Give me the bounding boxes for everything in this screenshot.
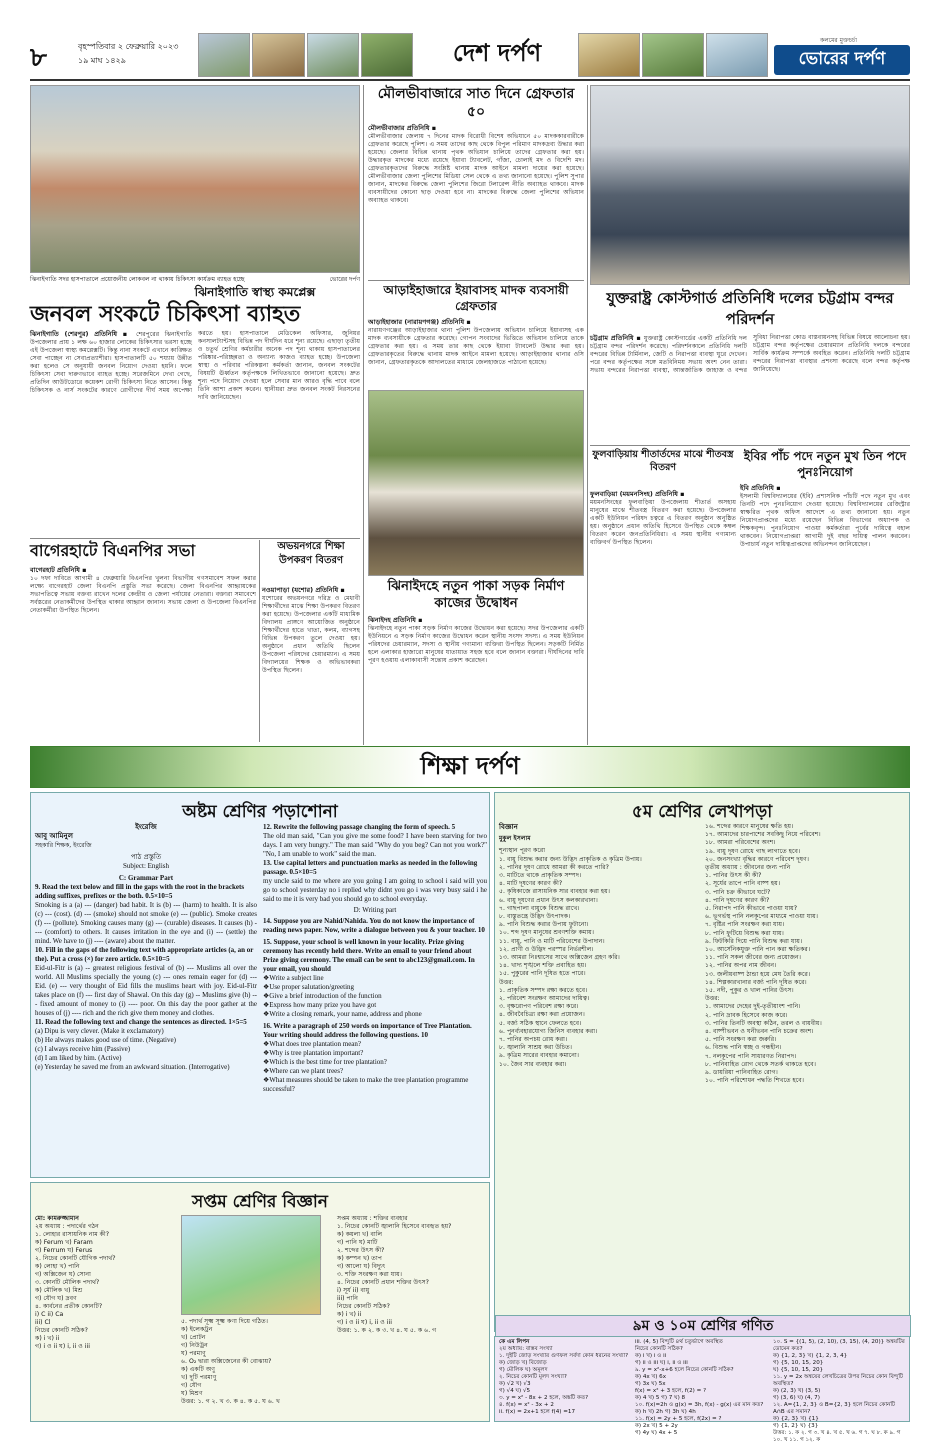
header-photo-strip-right [578,33,768,77]
body: মৌলভীবাজার জেলায় ৭ দিনের মাদক বিরোধী বিশেষ অভিযানে ৫০ মাদককারবারীকে গ্রেফতার করেছে পুলিশ। এ সময় তাদের কাছ থেকে বিপুল পরিমাণ মাদকদ্রব্য উদ্ধার করা হয়েছে। জেলার বিভিন্ন থানায় পৃথক অভিযান চালিয়ে তাদের গ্রেফতার করা হয়। উদ্ধারকৃত মাদকের মধ্যে রয়েছে ইয়াবা ট্যাবলেট, গাঁজা, চোলাই মদ ও বিদেশি মদ। গ্রেফতারকৃতদের বিরুদ্ধে সংশ্লিষ্ট থানায় মাদক আইনে মামলা দায়ের করা হয়েছে। মৌলভীবাজার জেলা পুলিশের মিডিয়া সেল থেকে এ তথ্য জানানো হয়েছে। পুলিশ সুপার জানান, মাদকের বিরুদ্ধে জেলা পুলিশের জিরো টলারেন্স নীতি অব্যাহত থাকবে। মাদক ব্যবসায়ীদের কোনো ছাড় দেওয়া হবে না। মাদকের বিরুদ্ধে জেলা পুলিশের অভিযান অব্যাহত থাকবে। [368,133,584,204]
q13-text: my uncle said to me where are you going I am going to school i said will you go to school yesterday no i replied why didnt you go i was very busy said i he said to me it is very bad you should go to school everyday. [263,877,487,903]
q12: 12. Rewrite the following passage changing the form of speech. 5 [263,823,456,831]
body: নারায়ণগঞ্জের আড়াইহাজার থানা পুলিশ উপজেলায় অভিযান চালিয়ে ইয়াবাসহ এক মাদক ব্যবসায়ীকে গ্রেফতার করেছে। গোপন সংবাদের ভিত্তিতে অভিযান চালিয়ে তাকে গ্রেফতার করা হয়। এ সময় তার কাছ থেকে ইয়াবা ট্যাবলেট উদ্ধার করা হয়। গ্রেফতারকৃতের বিরুদ্ধে থানায় মাদক আইনে মামলা হয়েছে। আড়াইহাজার থানার ওসি জানান, গ্রেফতারকৃতকে আদালতের মাধ্যমে জেলহাজতে পাঠানো হয়েছে। [368,327,584,366]
class7-section [30,1182,490,1422]
class8-subject: ইংরেজি [135,823,157,831]
headline-moulvibazar: মৌলভীবাজারে সাত দিনে গ্রেফতার ৫০ [377,86,575,120]
byline: ইবি প্রতিনিধি ▪ [740,484,781,492]
story-ivf [740,484,910,742]
story-moulvibazar [368,124,584,276]
body: যুক্তরাষ্ট্র কোস্টগার্ডের একটি প্রতিনিধি দল চট্টগ্রাম বন্দর পরিদর্শন করেছে। পরিদর্শনকালে প্রতিনিধি দলটি বন্দরের বিভিন্ন টার্মিনাল, জেটি ও নিরাপত্তা ব্যবস্থা ঘুরে দেখেন। পরে বন্দর কর্তৃপক্ষের সঙ্গে মতবিনিময় সভায় অংশ নেন তারা। সভায় বন্দরের নিরাপত্তা ব্যবস্থা, আন্তর্জাতিক জাহাজ ও বন্দর সুবিধা নিরাপত্তা কোড বাস্তবায়নসহ বিভিন্ন বিষয়ে আলোচনা হয়। চট্টগ্রাম বন্দর কর্তৃপক্ষের চেয়ারম্যান প্রতিনিধি দলকে বন্দরের সার্বিক কার্যক্রম সম্পর্কে অবহিত করেন। প্রতিনিধি দলটি চট্টগ্রাম বন্দরের নিরাপত্তা ব্যবস্থার প্রশংসা করেছে বলে বন্দর কর্তৃপক্ষ জানিয়েছে। [590,334,910,374]
story-uscg [590,334,910,442]
story-bagerhat [30,566,256,742]
class8-title: অষ্টম শ্রেণির পড়াশোনা [182,802,338,822]
date-line-2: ১৯ মাঘ ১৪২৯ [78,56,126,65]
class7-col2: ৫. পদার্থ সূক্ষ্ম সূক্ষ্ম কণা দিয়ে গঠিত। ক) ইলেকট্রন খ) প্রোটন গ) নিউট্রন ঘ) পরমাণু ৬. O₂ দ্বারা অক্সিজেনের কী বোঝায়? ক) একটি অণু খ) দুটি পরমাণু গ) যৌগ ঘ) মিশ্রণ উত্তর: ১. গ ২. খ ৩. ক ৪. ক ৫. ঘ ৬. খ [181,1318,280,1405]
byline: ঝিনাইদহ প্রতিনিধি ▪ [368,616,423,624]
class8-section [30,792,490,1178]
q13: 13. Use capital letters and punctuation marks as needed in the following passage. 0.5×10=5 [263,859,478,876]
body: ঝিনাইদহে নতুন পাকা সড়ক নির্মাণ কাজের উদ্বোধন করা হয়েছে। সদর উপজেলার একটি ইউনিয়নে এ সড়ক নির্মাণ কাজের উদ্বোধন করেন স্থানীয় সংসদ সদস্য। এ সময় ইউনিয়ন পরিষদের চেয়ারম্যান, সদস্য ও স্থানীয় গণ্যমান্য ব্যক্তিরা উপস্থিত ছিলেন। সড়কটি নির্মিত হলে এলাকার হাজারো মানুষের যাতায়াত সহজ হবে বলে জানান বক্তারা। দীর্ঘদিনের দাবি পূরণ হওয়ায় এলাকাবাসী সন্তোষ প্রকাশ করেছেন। [368,625,584,664]
headline-bagerhat: বাগেরহাটে বিএনপির সভা [30,541,196,560]
class7-col1: ২য় অধ্যায় : পদার্থের গঠন ১. লোহার রাসায়নিক নাম কী? ক) Ferum খ) Faram গ) Ferrum ঘ) Ferus ২. নিচের কোনটি যৌগিক পদার্থ? ক) লোহা খ) পানি গ) অক্সিজেন ঘ) সোনা ৩. কোনটি মৌলিক পদার্থ? ক) মৌলিক খ) মিশ্র গ) যৌগ ঘ) দ্রবণ ৪. কার্বনের প্রতীক কোনটি? i) C ii) Ca iii) Cl নিচের কোনটি সঠিক? ক) i খ) ii গ) i ও ii ঘ) i, ii ও iii [35,1223,116,1350]
body: ময়মনসিংহের ফুলবাড়িয়া উপজেলায় শীতার্ত অসহায় মানুষের মাঝে শীতবস্ত্র বিতরণ করা হয়েছে। উপজেলার একটি ইউনিয়ন পরিষদ চত্বরে এ বিতরণ অনুষ্ঠান অনুষ্ঠিত হয়। অনুষ্ঠানে প্রধান অতিথি হিসেবে উপস্থিত থেকে কম্বল বিতরণ করেন জনপ্রতিনিধিরা। এ সময় স্থানীয় গণ্যমান্য ব্যক্তিবর্গ উপস্থিত ছিলেন। [590,499,736,546]
section-name: দেশ দর্পণ [452,38,542,67]
story-road [368,616,584,742]
story-education-aid [262,586,360,742]
story-jhenaigati [30,330,360,535]
q16-items: ❖What does tree plantation mean? ❖Why is tree plantation important? ❖Which is the best time for tree plantation? ❖Where can we plant trees? ❖What measures should be taken to make the tree plantation programme successful? [263,1040,469,1093]
education-banner [30,746,910,788]
class5-left-text: শূন্যস্থান পূরণ করো ১. বায়ু বিশুদ্ধ করার জন্য উদ্ভিদ প্রাকৃতিক ও কৃত্রিম উপায়। ২. পানির দূষণ রোধে আমরা কী করতে পারি? ৩. মাটিতে থাকে প্রাকৃতিক সম্পদ। ৪. মাটি দূষণের কারণ কী? ৫. কৃষিকাজে রাসায়নিক সার ব্যবহার করা হয়। ৬. বায়ু দূষণের প্রধান উৎস কলকারখানা। ৭. গাছপালা বায়ুকে বিশুদ্ধ রাখে। ৮. বাস্তুতন্ত্রে উদ্ভিদ উৎপাদক। ৯. পানি বিশুদ্ধ করার উপায় ফুটানো। ১০. শব্দ দূষণ মানুষের শ্রবণশক্তি কমায়। ১১. বায়ু, পানি ও মাটি পরিবেশের উপাদান। ১২. প্রাণী ও উদ্ভিদ পরস্পর নির্ভরশীল। ১৩. আমরা নিঃশ্বাসের সাথে অক্সিজেন গ্রহণ করি। ১৪. খাদ্য শৃঙ্খলে শক্তি প্রবাহিত হয়। ১৫. পুকুরের পানি দূষিত হতে পারে। উত্তর: ১. প্রাকৃতিক সম্পদ রক্ষা করতে হবে। ২. পরিবেশ সংরক্ষণ আমাদের দায়িত্ব। ৩. বৃক্ষরোপণ পরিবেশ রক্ষা করে। ৪. জীববৈচিত্র্য রক্ষা করা প্রয়োজন। ৫. বর্জ্য সঠিক স্থানে ফেলতে হবে। ৬. পুনর্ব্যবহারযোগ্য জিনিস ব্যবহার করা। ৭. পানির অপচয় রোধ করা। ৮. জ্বালানি সাশ্রয় করা উচিত। ৯. কৃত্রিম সারের ব্যবহার কমানো। ১০. জৈব সার ব্যবহার করা। [499,847,642,1068]
q10-text: Eid-ul-Fitr is (a) -- greatest religious festival of (b) --- Muslims all over the world. All Muslims specially the young (c) --- ones remain eager for (d) --- Eid. (e) --- very thought of Eid fills the muslims heart with joy. Eid-ul-Fitr takes place on (f) --- first day of Shawal. On this day (g) -- Muslims give (h) --- fixed amount of money to (i) ---- poor. On this day the poor gather at the houses of (j) ---- rich and the rich give them money and clothes. [35,964,257,1017]
q15-items: ❖Write a subject line ❖Use proper salutation/greeting ❖Give a brief introduction of the function ❖Express how many prize you have got ❖Write a closing remark, your name, address and phone [263,974,422,1018]
class7-title: সপ্তম শ্রেণির বিজ্ঞান [192,1192,328,1212]
body: ১০ দফা দাবিতে আগামী ৪ ফেব্রুয়ারি বিএনপির খুলনা বিভাগীয় গণসমাবেশ সফল করার লক্ষ্যে বাগেরহাট জেলা বিএনপি প্রস্তুতি সভা করেছে। জেলা বিএনপির আহ্বায়কের সভাপতিত্বে সভায় বক্তব্য রাখেন দলের কেন্দ্রীয় ও জেলা পর্যায়ের নেতারা। বক্তারা সমাবেশে সর্বস্তরের নেতাকর্মীদের উপস্থিত থাকার আহ্বান জানান। সভায় জেলা ও উপজেলা বিএনপির নেতাকর্মীরা উপস্থিত ছিলেন। [30,575,256,614]
kicker: ঝিনাইগাতি স্বাস্থ্য কমপ্লেক্স [194,285,316,299]
page-number: ৮ [30,43,47,73]
headline-uscg: যুক্তরাষ্ট্র কোস্টগার্ড প্রতিনিধি দলের চট্টগ্রাম বন্দর পরিদর্শন [606,289,894,328]
byline: মৌলভীবাজার প্রতিনিধি ▪ [368,124,437,132]
class9-col2: iii. (4, 5) বিন্দুটি ৪র্থ চতুর্ভাগে অবস্থিত নিচের কোনটি সঠিক? ক) i খ) i ও ii গ) ii ও iii ঘ) i, ii ও iii ৯. y = x²-x+6 হলে নিচের কোনটি সঠিক? ক) 4x খ) 6x গ) 3x ঘ) 5x f(x) = x² + 3 হলে, f(2) = ? ক) 4 খ) 5 গ) 7 ঘ) 8 ১০. f(x)=2h ও g(x) = 3h, f(x) - g(x) এর মান কত? ক) h খ) 2h গ) 3h ঘ) 4h ১১. f(x) = 2y + 5 হলে, f(2x) = ? ক) 2x খ) 5 + 2y গ) 4y ঘ) 4x + 5 [635,1339,764,1436]
class5-title: ৫ম শ্রেণির লেখাপড়া [631,802,773,822]
header-photo-strip [198,33,413,77]
headline-fulbaria: ফুলবাড়িয়ায় শীতার্তদের মাঝে শীতবস্ত্র বিতরণ [592,449,734,473]
class5-section [494,792,910,1332]
q12-text: The old man said, "Can you give me some food? I have been starving for two days. I am very hungry." The man said "Why do you beg? Can not you work?" "No, I am unable to work" said the man. [263,832,487,858]
class8-section-c: C: Grammar Part [118,874,174,882]
headline-road: ঝিনাইদহে নতুন পাকা সড়ক নির্মাণ কাজের উদ্বোধন [387,579,565,611]
class8-teacher-role: সহকারি শিক্ষক, ইংরেজি [35,842,92,849]
story-fulbaria [590,490,736,742]
byline: বাগেরহাট প্রতিনিধি ▪ [30,566,87,574]
q9-text: Smoking is a (a) --- (danger) bad habit. It is (b) --- (harm) to health. It is also (c) --- (cost). (d) --- (smoke) should not smoke (e) --- (public). Smoke creates (f) --- (pollute). Smoking causes many (g) --- (curable) diseases. It causes (h) ---- (comfort) to others. It causes irritation in the eye and (i) --- (settle) the mind. We have to (j) ---- (aware) about the matter. [35,901,257,945]
body: ইসলামী বিশ্ববিদ্যালয়ের (ইবি) প্রশাসনিক পাঁচটি পদে নতুন মুখ এবং তিনটি পদে পুনঃনিয়োগ দেওয়া হয়েছে। বিশ্ববিদ্যালয়ের রেজিস্ট্রার স্বাক্ষরিত পৃথক অফিস আদেশে এ তথ্য জানানো হয়। নতুন নিয়োগপ্রাপ্তদের মধ্যে রয়েছেন বিভিন্ন বিভাগের অধ্যাপক ও শিক্ষকবৃন্দ। পুনঃনিয়োগ পাওয়া কর্মকর্তারা পূর্বের দায়িত্বে বহাল থাকবেন। নিয়োগপ্রাপ্তরা আগামী দুই বছর দায়িত্ব পালন করবেন। উপাচার্য নতুন দায়িত্বপ্রাপ্তদের অভিনন্দন জানিয়েছেন। [740,493,910,548]
masthead [30,33,910,81]
coastguard-photo [590,85,910,285]
class9-teacher: কে এম লিপন [499,1339,530,1345]
q10: 10. Fill in the gaps of the following text with appropriate articles (a, an or the). Put a cross (×) for zero article. 0.5×10=5 [35,946,254,963]
class8-subject-en: Subject: English [122,862,170,870]
headline-education-aid: অভয়নগরে শিক্ষা উপকরণ বিতরণ [277,541,345,566]
headline-ivf: ইবির পাঁচ পদে নতুন মুখ তিন পদে পুনঃনিয়োগ [743,449,907,479]
caption-text: ঝিনাইগাতি সদর হাসপাতালে প্রয়োজনীয় লোকবল না থাকায় চিকিৎসা কার্যক্রম ব্যাহত হচ্ছে [30,276,245,283]
q14: 14. Suppose you are Nahid/Nahida. You do not know the importance of reading news paper. Now, write a dialogue between you & your teacher. 10 [263,917,485,934]
class7-teacher: মো: কামরুজ্জামান [35,1215,79,1222]
writing-part: D: Writing part [353,906,397,914]
class8-prep: পাঠ প্রস্তুতি [130,853,162,861]
byline: ঝিনাইগাতি (শেরপুর) প্রতিনিধি ▪ [30,330,131,338]
byline: ফুলবাড়িয়া (ময়মনসিংহ) প্রতিনিধি ▪ [590,490,685,498]
q11: 11. Read the following text and change the sentences as directed. 1×5=5 [35,1018,247,1026]
class5-right-text: ১৬. শব্দের কারণে মানুষের ক্ষতি হয়। ১৭. আমাদের চারপাশের সবকিছু নিয়ে পরিবেশ। ১৮. আমরা পরিবেশের অংশ। ১৯. বায়ু দূষণ রোধে গাছ লাগাতে হবে। ২০. জনসংখ্যা বৃদ্ধির কারণে পরিবেশ দূষণ। তৃতীয় অধ্যায় : জীবনের জন্য পানি ১. পানির উৎস কী কী? ২. সূর্যের তাপে পানি বাষ্প হয়। ৩. পানি চক্র কীভাবে ঘটে? ৪. পানি দূষণের কারণ কী? ৫. নিরাপদ পানি কীভাবে পাওয়া যায়? ৬. ভূগর্ভস্থ পানি নলকূপের মাধ্যমে পাওয়া যায়। ৭. বৃষ্টির পানি সংরক্ষণ করা যায়। ৮. পানি ফুটিয়ে বিশুদ্ধ করা যায়। ৯. ফিটকিরি দিয়ে পানি বিশুদ্ধ করা যায়। ১০. আর্সেনিকযুক্ত পানি পান করা ক্ষতিকর। ১১. পানি সকল জীবের জন্য প্রয়োজন। ১২. পানির অপর নাম জীবন। ১৩. জলীয়বাষ্প ঠান্ডা হয়ে মেঘ তৈরি করে। ১৪. শিল্পকারখানার বর্জ্য পানি দূষিত করে। ১৫. নদী, পুকুর ও খাল পানির উৎস। উত্তর: ১. আমাদের দেহের দুই-তৃতীয়াংশ পানি। ২. পানি দ্রাবক হিসেবে কাজ করে। ৩. পানির তিনটি অবস্থা কঠিন, তরল ও বায়বীয়। ৪. বাষ্পীভবন ও ঘনীভবন পানি চক্রের অংশ। ৫. পানি সংরক্ষণ করা জরুরি। ৬. বিশুদ্ধ পানি স্বচ্ছ ও গন্ধহীন। ৭. নলকূপের পানি সাধারণত নিরাপদ। ৮. পানিবাহিত রোগ থেকে সতর্ক থাকতে হবে। ৯. ডায়রিয়া পানিবাহিত রোগ। ১০. পানি পরিশোধন পদ্ধতি শিখতে হবে। [705,823,822,1085]
hospital-photo [30,85,360,273]
class9-title-bar [495,1315,911,1337]
caption-credit: ভোরের দর্পণ [329,276,360,283]
class5-teacher: মুকুল ইসলাম [499,835,531,843]
headline-araihazar: আড়াইহাজারে ইয়াবাসহ মাদক ব্যবসায়ী গ্রেফতার [383,283,569,313]
q15: 15. Suppose, your school is well known in your locality. Prize giving ceremony has recently held there. Write an email to your friend about Prize giving ceremony. The email can be sent to abc123@gmail.com. In your email, you should [263,938,475,973]
body: শেরপুরের ঝিনাইগাতি উপজেলার প্রায় ১ লক্ষ ৬০ হাজার লোকের চিকিৎসার ভরসা হচ্ছে এই উপজেলা স্বাস্থ্য কমপ্লেক্সটি। কিন্তু নানা সংকটে এখানে কাঙ্ক্ষিত সেবা পাচ্ছেন না সেবাপ্রত্যাশীরা। হাসপাতালটি ৫০ শয্যায় উন্নীত করা হলেও সে অনুযায়ী জনবল নিয়োগ দেওয়া হয়নি। ফলে চিকিৎসা সেবা দারুণভাবে ব্যাহত হচ্ছে। সরেজমিনে দেখা গেছে, প্রতিদিন আউটডোরে কয়েকশ রোগী চিকিৎসা নিতে আসেন। কিন্তু চিকিৎসক ও নার্স সংকটের কারণে রোগীদের দীর্ঘ সময় অপেক্ষা করতে হয়। হাসপাতালে মেডিকেল অফিসার, জুনিয়র কনসালট্যান্টসহ বিভিন্ন পদ দীর্ঘদিন ধরে শূন্য রয়েছে। এছাড়া তৃতীয় ও চতুর্থ শ্রেণির কর্মচারীর অনেক পদ শূন্য থাকায় হাসপাতালের পরিষ্কার-পরিচ্ছন্নতা ও অন্যান্য কাজও ব্যাহত হচ্ছে। উপজেলা স্বাস্থ্য ও পরিবার পরিকল্পনা কর্মকর্তা জানান, জনবল সংকটের বিষয়টি ঊর্ধ্বতন কর্তৃপক্ষকে লিখিতভাবে জানানো হয়েছে। দ্রুত শূন্য পদে নিয়োগ দেওয়া হলে সেবার মান আরও বৃদ্ধি পাবে বলে তিনি আশা প্রকাশ করেন। স্থানীয়রা দ্রুত জনবল সংকট নিরসনের দাবি জানিয়েছেন। [30,330,360,401]
q9: 9. Read the text below and fill in the gaps with the root in the brackets adding suffixes, prefixes or the both. 0.5×10=5 [35,883,245,900]
q11-items: (a) Dipu is very clever. (Make it exclamatory) (b) He always makes good use of time. (Negative) (c) I always receive him (Passive) (d) I am liked by him. (Active) (e) Yesterday he saved me from an awkward situation. (Interrogative) [35,1027,230,1071]
science-illustration [181,1215,321,1315]
road-inauguration-photo [368,390,584,576]
byline: চট্টগ্রাম প্রতিনিধি ▪ [590,334,642,342]
paper-logo: ভোরের দর্পণ [774,45,910,75]
class7-col3: সপ্তম অধ্যায় : শক্তির ব্যবহার ১. নিচের কোনটি জ্বালানি হিসেবে ব্যবহৃত হয়? ক) কয়লা খ) বালি গ) পানি ঘ) মাটি ২. শব্দের উৎস কী? ক) কম্পন খ) তাপ গ) আলো ঘ) বিদ্যুৎ ৩. শক্তি সংরক্ষণ করা যায়। ৪. নিচের কোনটি প্রধান শক্তির উৎস? i) সূর্য ii) বায়ু iii) পানি নিচের কোনটি সঠিক? ক) i খ) ii গ) i ও ii ঘ) i, ii ও iii উত্তর: ১. ক ২. ক ৩. খ ৪. ঘ ৫. ক ৬. গ [337,1215,452,1334]
class9-title: ৯ম ও ১০ম শ্রেণির গণিত [632,1318,774,1334]
body: যশোরের অভয়নগরে দরিদ্র ও মেধাবী শিক্ষার্থীদের মাঝে শিক্ষা উপকরণ বিতরণ করা হয়েছে। উপজেলার একটি মাধ্যমিক বিদ্যালয় প্রাঙ্গণে আয়োজিত অনুষ্ঠানে শিক্ষার্থীদের হাতে খাতা, কলম, ব্যাগসহ বিভিন্ন উপকরণ তুলে দেওয়া হয়। অনুষ্ঠানে প্রধান অতিথি ছিলেন উপজেলা পরিষদের চেয়ারম্যান। এ সময় বিদ্যালয়ের শিক্ষক ও অভিভাবকরা উপস্থিত ছিলেন। [262,595,360,674]
class9-col3: ১০. S = {(1, 5), (2, 10), (3, 15), (4, 20)} অন্বয়টির ডোমেন কত? ক) {1, 2, 3} খ) {1, 2, 3, 4} গ) {5, 10, 15, 20} ঘ) {5, 10, 15, 20} ১১. y = 2x অন্বয়ের লেখচিত্রের উপর নিচের কোন বিন্দুটি অবস্থিত? ক) (2, 3) খ) (3, 5) গ) (3, 6) ঘ) (4, 7) ১২. A={1, 2, 3} ও B={2, 3} হলে নিচের কোনটি A∩B এর সমান? ক) {2, 3} খ) {1} গ) {1, 2} ঘ) {3} উত্তর: ১. ক ২. গ ৩. খ ৪. খ ৫. খ ৬. গ ৭. ঘ ৮. ক ৯. গ ১০. খ ১১. গ ১২. ক [773,1339,905,1443]
paper-tagline: কলমের মুক্তচর্চা [820,37,857,44]
story-araihazar [368,318,584,386]
headline-jhenaigati: জনবল সংকটে চিকিৎসা ব্যাহত [30,301,301,327]
q16: 16. Write a paragraph of 250 words on importance of Tree Plantation. Your writing should address the following questions. 10 [263,1022,472,1039]
banner-title: শিক্ষা দর্পণ [420,751,520,780]
byline: নওয়াপাড়া (যশোর) প্রতিনিধি ▪ [262,586,345,594]
class8-teacher: আবু আমিনুল [35,832,73,840]
date-line-1: বৃহস্পতিবার ২ ফেব্রুয়ারি ২০২৩ [78,42,179,51]
byline: আড়াইহাজার (নারায়ণগঞ্জ) প্রতিনিধি ▪ [368,318,471,326]
class5-subject: বিজ্ঞান [499,823,518,831]
class9-section [494,1318,910,1443]
class9-col1: ২য় অধ্যায়: বাস্তব সংখ্যা ১. দুইটি জোড় সংখ্যার গুণফল সর্বদা কোন ধরনের সংখ্যা? ক) জোড় খ) বিজোড় গ) মৌলিক ঘ) অমূলদ ২. নিচের কোনটি মূলদ সংখ্যা? ক) √2 খ) √3 গ) √4 ঘ) √5 ৩. y = x² - 8x + 2 হলে, অঙ্কটি কত? ৪. f(x) = x² - 3x + 2 ii. f(x) = 2x+1 হলে f(4) =17 [499,1346,629,1415]
